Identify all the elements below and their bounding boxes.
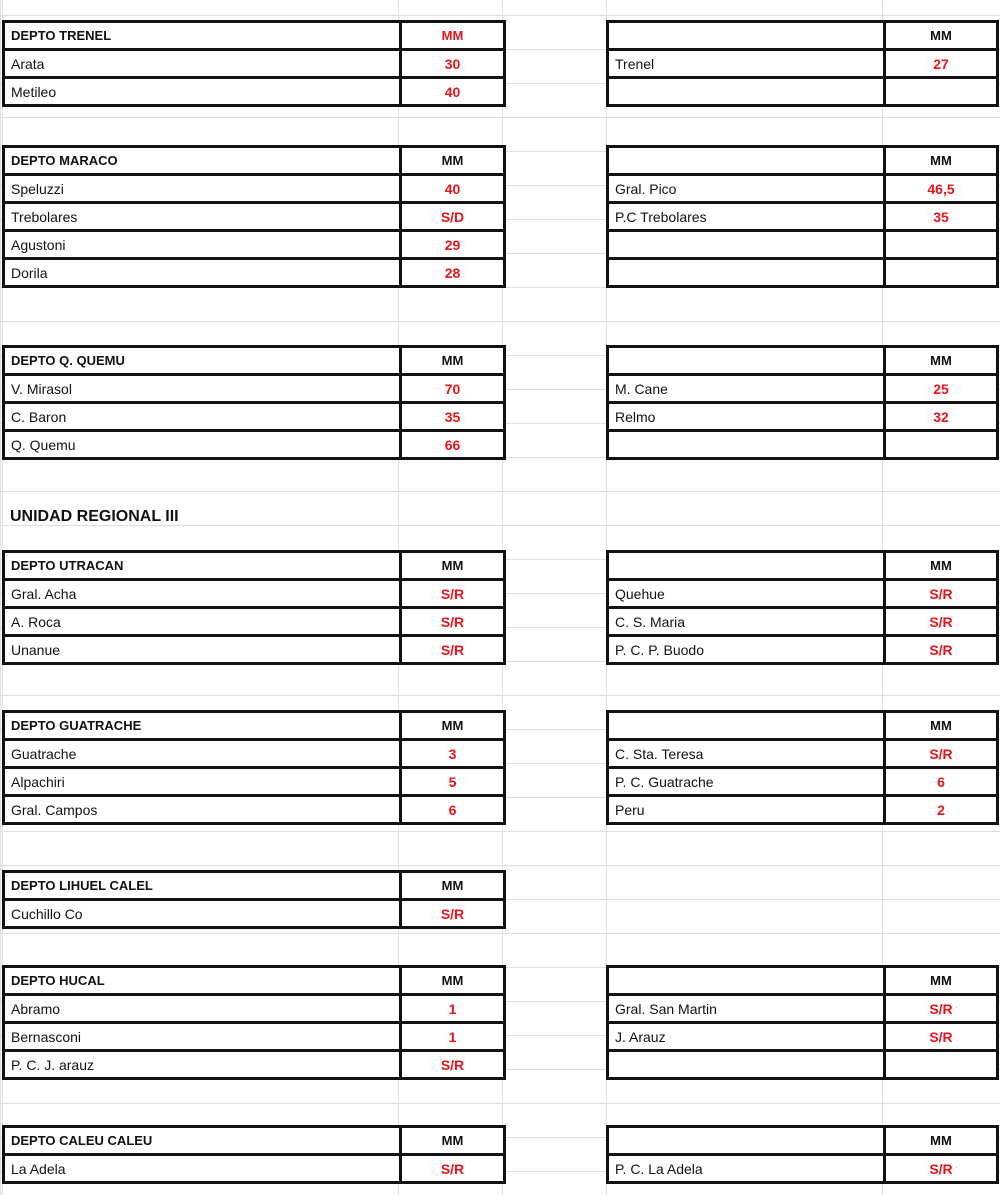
table-row xyxy=(608,403,998,431)
locality-name: J. Arauz xyxy=(608,1023,885,1051)
table-row xyxy=(4,900,505,928)
table-row xyxy=(608,78,998,106)
dept-header-row xyxy=(4,347,505,375)
locality-name: M. Cane xyxy=(608,375,885,403)
dept-title: DEPTO UTRACAN xyxy=(4,552,401,580)
dept-title: DEPTO TRENEL xyxy=(4,22,401,50)
rainfall-value: 30 xyxy=(401,50,505,78)
table-row xyxy=(4,636,505,664)
dept-header-row xyxy=(608,712,998,740)
dept-title: DEPTO GUATRACHE xyxy=(4,712,401,740)
dept-header-row xyxy=(608,22,998,50)
rainfall-value: S/R xyxy=(401,1155,505,1183)
dept-header-row xyxy=(4,712,505,740)
mm-header: MM xyxy=(401,712,505,740)
dept-title xyxy=(608,1127,885,1155)
table-row xyxy=(4,1023,505,1051)
rainfall-value: 27 xyxy=(885,50,998,78)
rainfall-value: 29 xyxy=(401,231,505,259)
mm-header: MM xyxy=(401,967,505,995)
locality-name: C. Sta. Teresa xyxy=(608,740,885,768)
dept-table-left xyxy=(2,145,506,288)
dept-header-row xyxy=(608,1127,998,1155)
table-row xyxy=(608,580,998,608)
mm-header: MM xyxy=(885,347,998,375)
rainfall-value: 66 xyxy=(401,431,505,459)
table-row xyxy=(608,740,998,768)
dept-header-row xyxy=(4,872,505,900)
locality-name: Arata xyxy=(4,50,401,78)
dept-header-row xyxy=(4,22,505,50)
rainfall-value: S/R xyxy=(401,900,505,928)
mm-header: MM xyxy=(401,872,505,900)
table-row xyxy=(4,580,505,608)
dept-table-left xyxy=(2,710,506,825)
rainfall-value: S/D xyxy=(401,203,505,231)
rainfall-value xyxy=(885,259,998,287)
table-row xyxy=(608,995,998,1023)
rainfall-value xyxy=(885,431,998,459)
locality-name xyxy=(608,431,885,459)
table-row xyxy=(608,431,998,459)
locality-name xyxy=(608,78,885,106)
dept-title xyxy=(608,552,885,580)
table-row xyxy=(4,608,505,636)
dept-header-row xyxy=(4,552,505,580)
rainfall-value: S/R xyxy=(885,995,998,1023)
table-row xyxy=(4,1051,505,1079)
locality-name: Abramo xyxy=(4,995,401,1023)
mm-header: MM xyxy=(885,552,998,580)
rainfall-value: S/R xyxy=(885,580,998,608)
rainfall-value: 6 xyxy=(401,796,505,824)
table-row xyxy=(4,995,505,1023)
table-row xyxy=(608,375,998,403)
locality-name: Unanue xyxy=(4,636,401,664)
rainfall-value: 28 xyxy=(401,259,505,287)
rainfall-value: S/R xyxy=(401,608,505,636)
rainfall-value: 40 xyxy=(401,175,505,203)
locality-name: P. C. Guatrache xyxy=(608,768,885,796)
table-row xyxy=(608,608,998,636)
rainfall-value: S/R xyxy=(885,740,998,768)
unit-section-title: UNIDAD REGIONAL III xyxy=(10,508,179,525)
locality-name: Gral. Campos xyxy=(4,796,401,824)
mm-header: MM xyxy=(401,1127,505,1155)
dept-table-right xyxy=(606,20,999,107)
locality-name: Trebolares xyxy=(4,203,401,231)
dept-table-right xyxy=(606,710,999,825)
mm-header: MM xyxy=(885,22,998,50)
mm-header: MM xyxy=(885,967,998,995)
dept-table-right xyxy=(606,550,999,665)
locality-name: Peru xyxy=(608,796,885,824)
dept-title: DEPTO HUCAL xyxy=(4,967,401,995)
dept-table-left xyxy=(2,870,506,929)
rainfall-value: 2 xyxy=(885,796,998,824)
locality-name: Cuchillo Co xyxy=(4,900,401,928)
locality-name: Metileo xyxy=(4,78,401,106)
locality-name: P. C. La Adela xyxy=(608,1155,885,1183)
locality-name: Guatrache xyxy=(4,740,401,768)
dept-title: DEPTO Q. QUEMU xyxy=(4,347,401,375)
rainfall-value: S/R xyxy=(885,608,998,636)
rainfall-value: S/R xyxy=(885,636,998,664)
dept-title: DEPTO LIHUEL CALEL xyxy=(4,872,401,900)
table-row xyxy=(4,1155,505,1183)
table-row xyxy=(608,175,998,203)
rainfall-value: S/R xyxy=(885,1023,998,1051)
table-row xyxy=(4,259,505,287)
rainfall-value: S/R xyxy=(401,1051,505,1079)
locality-name: Alpachiri xyxy=(4,768,401,796)
rainfall-value: S/R xyxy=(401,580,505,608)
rainfall-value: 40 xyxy=(401,78,505,106)
dept-title xyxy=(608,22,885,50)
locality-name xyxy=(608,1051,885,1079)
table-row xyxy=(608,1023,998,1051)
locality-name xyxy=(608,231,885,259)
rainfall-value: 1 xyxy=(401,995,505,1023)
rainfall-value: 35 xyxy=(885,203,998,231)
dept-title xyxy=(608,147,885,175)
dept-table-left xyxy=(2,965,506,1080)
rainfall-value: 70 xyxy=(401,375,505,403)
dept-header-row xyxy=(4,1127,505,1155)
rainfall-value: 32 xyxy=(885,403,998,431)
dept-header-row xyxy=(608,967,998,995)
rainfall-value: 3 xyxy=(401,740,505,768)
rainfall-value xyxy=(885,231,998,259)
dept-title: DEPTO MARACO xyxy=(4,147,401,175)
mm-header: MM xyxy=(401,147,505,175)
rainfall-value: 1 xyxy=(401,1023,505,1051)
locality-name: C. Baron xyxy=(4,403,401,431)
locality-name: Gral. San Martin xyxy=(608,995,885,1023)
locality-name: Q. Quemu xyxy=(4,431,401,459)
dept-title xyxy=(608,967,885,995)
dept-header-row xyxy=(608,147,998,175)
locality-name: Gral. Acha xyxy=(4,580,401,608)
locality-name: Dorila xyxy=(4,259,401,287)
table-row xyxy=(4,375,505,403)
table-row xyxy=(4,768,505,796)
table-row xyxy=(608,259,998,287)
rainfall-value: 46,5 xyxy=(885,175,998,203)
rainfall-value xyxy=(885,78,998,106)
locality-name: Bernasconi xyxy=(4,1023,401,1051)
table-row xyxy=(608,50,998,78)
table-row xyxy=(4,740,505,768)
dept-table-left xyxy=(2,345,506,460)
dept-table-right xyxy=(606,345,999,460)
dept-table-left xyxy=(2,20,506,107)
table-row xyxy=(608,1051,998,1079)
dept-title: DEPTO CALEU CALEU xyxy=(4,1127,401,1155)
rainfall-value: S/R xyxy=(885,1155,998,1183)
locality-name: P. C. J. arauz xyxy=(4,1051,401,1079)
mm-header: MM xyxy=(401,22,505,50)
locality-name: Trenel xyxy=(608,50,885,78)
table-row xyxy=(4,203,505,231)
mm-header: MM xyxy=(885,712,998,740)
dept-table-right xyxy=(606,1125,999,1184)
dept-title xyxy=(608,712,885,740)
locality-name: Gral. Pico xyxy=(608,175,885,203)
dept-header-row xyxy=(608,552,998,580)
mm-header: MM xyxy=(401,552,505,580)
locality-name: Speluzzi xyxy=(4,175,401,203)
table-row xyxy=(608,231,998,259)
locality-name: La Adela xyxy=(4,1155,401,1183)
mm-header: MM xyxy=(401,347,505,375)
locality-name: P.C Trebolares xyxy=(608,203,885,231)
locality-name: V. Mirasol xyxy=(4,375,401,403)
table-row xyxy=(4,403,505,431)
rainfall-value: 5 xyxy=(401,768,505,796)
rainfall-value: S/R xyxy=(401,636,505,664)
table-row xyxy=(608,796,998,824)
dept-table-left xyxy=(2,1125,506,1184)
locality-name: P. C. P. Buodo xyxy=(608,636,885,664)
table-row xyxy=(4,50,505,78)
dept-table-right xyxy=(606,145,999,288)
dept-title xyxy=(608,347,885,375)
locality-name: Agustoni xyxy=(4,231,401,259)
dept-header-row xyxy=(4,967,505,995)
table-row xyxy=(4,796,505,824)
locality-name: C. S. Maria xyxy=(608,608,885,636)
dept-header-row xyxy=(608,347,998,375)
locality-name: Quehue xyxy=(608,580,885,608)
rainfall-value: 35 xyxy=(401,403,505,431)
table-row xyxy=(4,175,505,203)
rainfall-value xyxy=(885,1051,998,1079)
table-row xyxy=(608,636,998,664)
table-row xyxy=(4,431,505,459)
mm-header: MM xyxy=(885,1127,998,1155)
locality-name: A. Roca xyxy=(4,608,401,636)
table-row xyxy=(608,1155,998,1183)
dept-table-right xyxy=(606,965,999,1080)
table-row xyxy=(608,203,998,231)
rainfall-value: 6 xyxy=(885,768,998,796)
rainfall-value: 25 xyxy=(885,375,998,403)
locality-name: Relmo xyxy=(608,403,885,431)
table-row xyxy=(608,768,998,796)
dept-header-row xyxy=(4,147,505,175)
table-row xyxy=(4,78,505,106)
dept-table-left xyxy=(2,550,506,665)
table-row xyxy=(4,231,505,259)
locality-name xyxy=(608,259,885,287)
mm-header: MM xyxy=(885,147,998,175)
